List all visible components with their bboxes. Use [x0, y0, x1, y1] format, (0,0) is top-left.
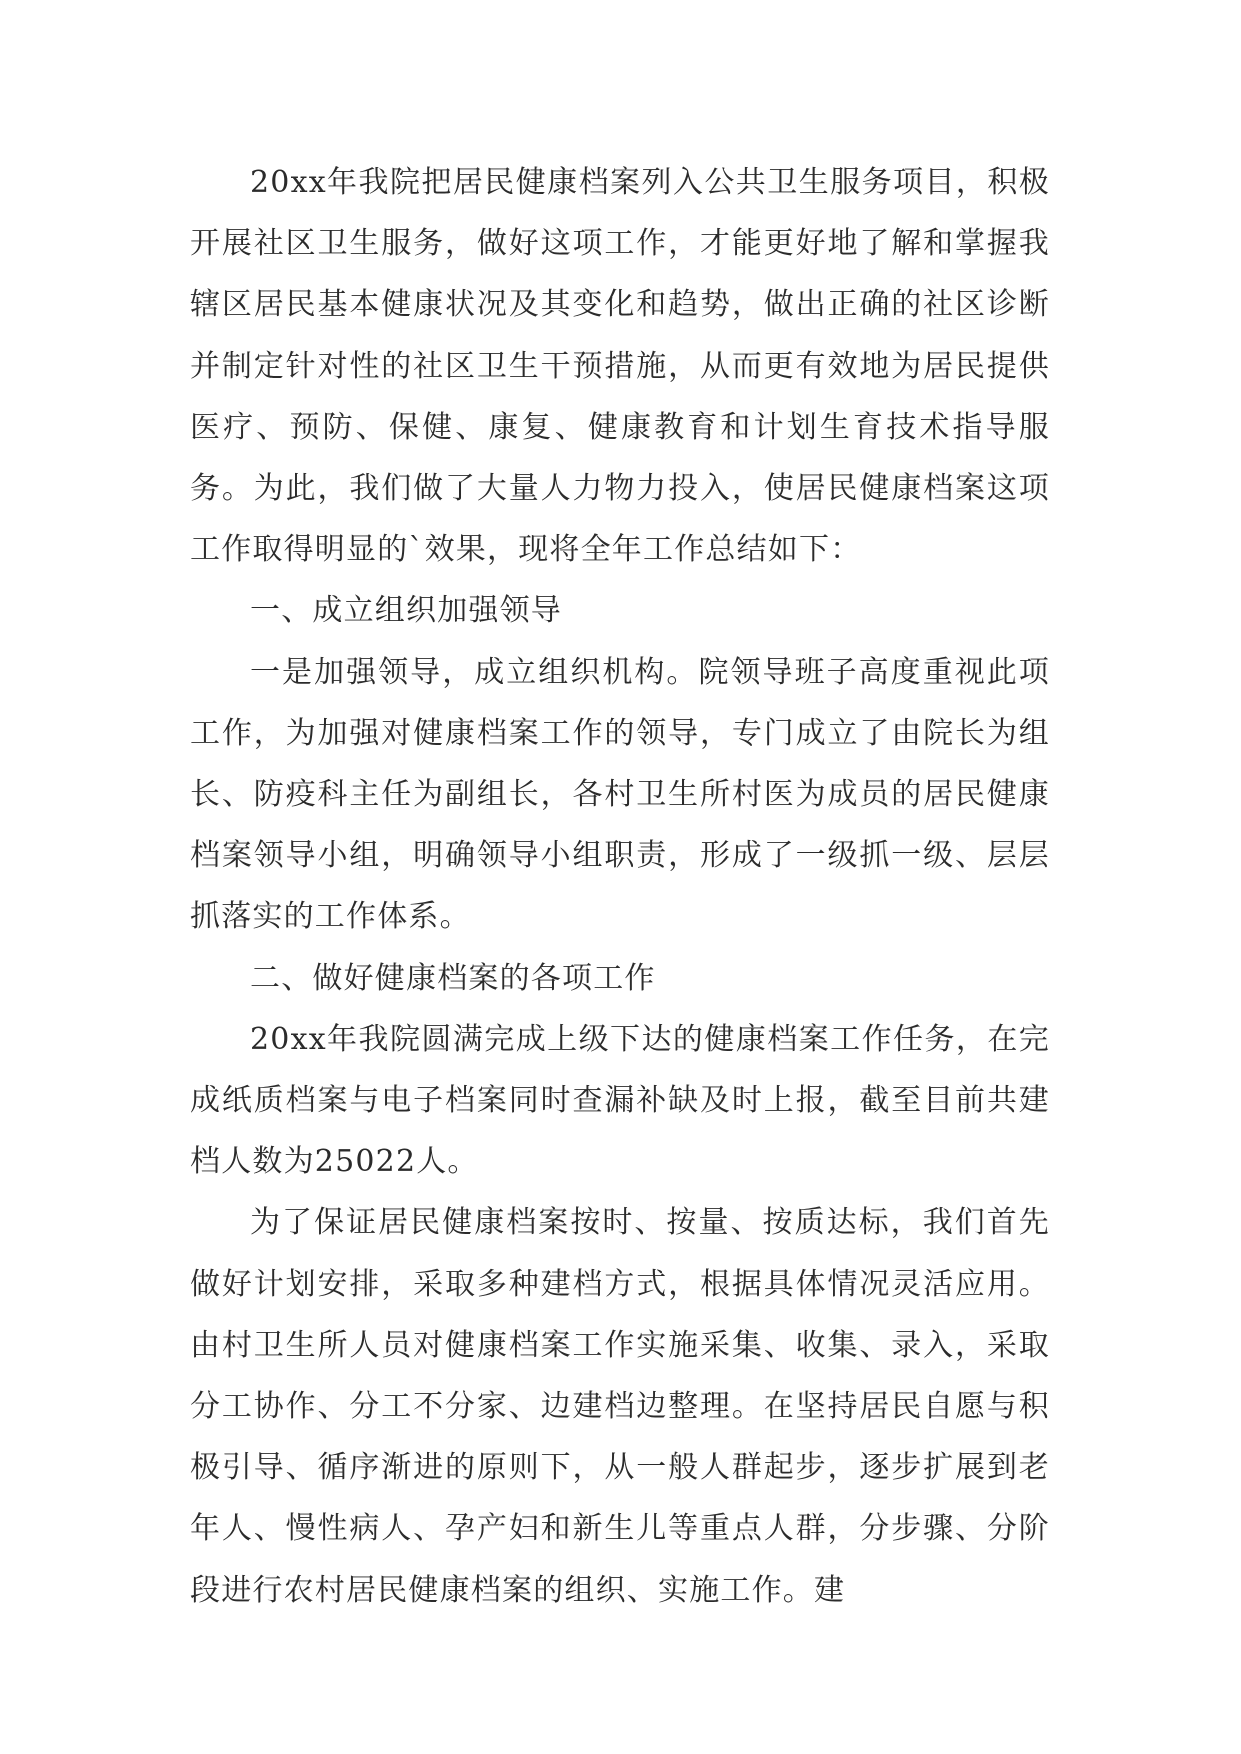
section-heading-1: 一、成立组织加强领导 — [250, 593, 562, 629]
document-body — [190, 152, 1050, 1621]
section-1-paragraph: 一是加强领导，成立组织机构。院领导班子高度重视此项工作，为加强对健康档案工作的领导，专门成立了由院长为组长、防疫科主任为副组长，各村卫生所村医为成员的居民健康档案领导小组，明确领导小组职责，形成了一级抓一级、层层抓落实的工作体系。 — [190, 654, 1050, 935]
section-heading-2: 二、做好健康档案的各项工作 — [250, 960, 656, 996]
section-2-paragraph-1: 20xx年我院圆满完成上级下达的健康档案工作任务，在完成纸质档案与电子档案同时查漏补缺及时上报，截至目前共建档人数为25022人。 — [190, 1021, 1050, 1180]
section-2-paragraph-2: 为了保证居民健康档案按时、按量、按质达标，我们首先做好计划安排，采取多种建档方式，根据具体情况灵活应用。由村卫生所人员对健康档案工作实施采集、收集、录入，采取分工协作、分工不分家、边建档边整理。在坚持居民自愿与积极引导、循序渐进的原则下，从一般人群起步，逐步扩展到老年人、慢性病人、孕产妇和新生儿等重点人群，分步骤、分阶段进行农村居民健康档案的组织、实施工作。建 — [190, 1205, 1050, 1608]
intro-paragraph: 20xx年我院把居民健康档案列入公共卫生服务项目，积极开展社区卫生服务，做好这项工作，才能更好地了解和掌握我辖区居民基本健康状况及其变化和趋势，做出正确的社区诊断并制定针对性的社区卫生干预措施，从而更有效地为居民提供医疗、预防、保健、康复、健康教育和计划生育技术指导服务。为此，我们做了大量人力物力投入，使居民健康档案这项工作取得明显的`效果，现将全年工作总结如下： — [190, 165, 1050, 568]
